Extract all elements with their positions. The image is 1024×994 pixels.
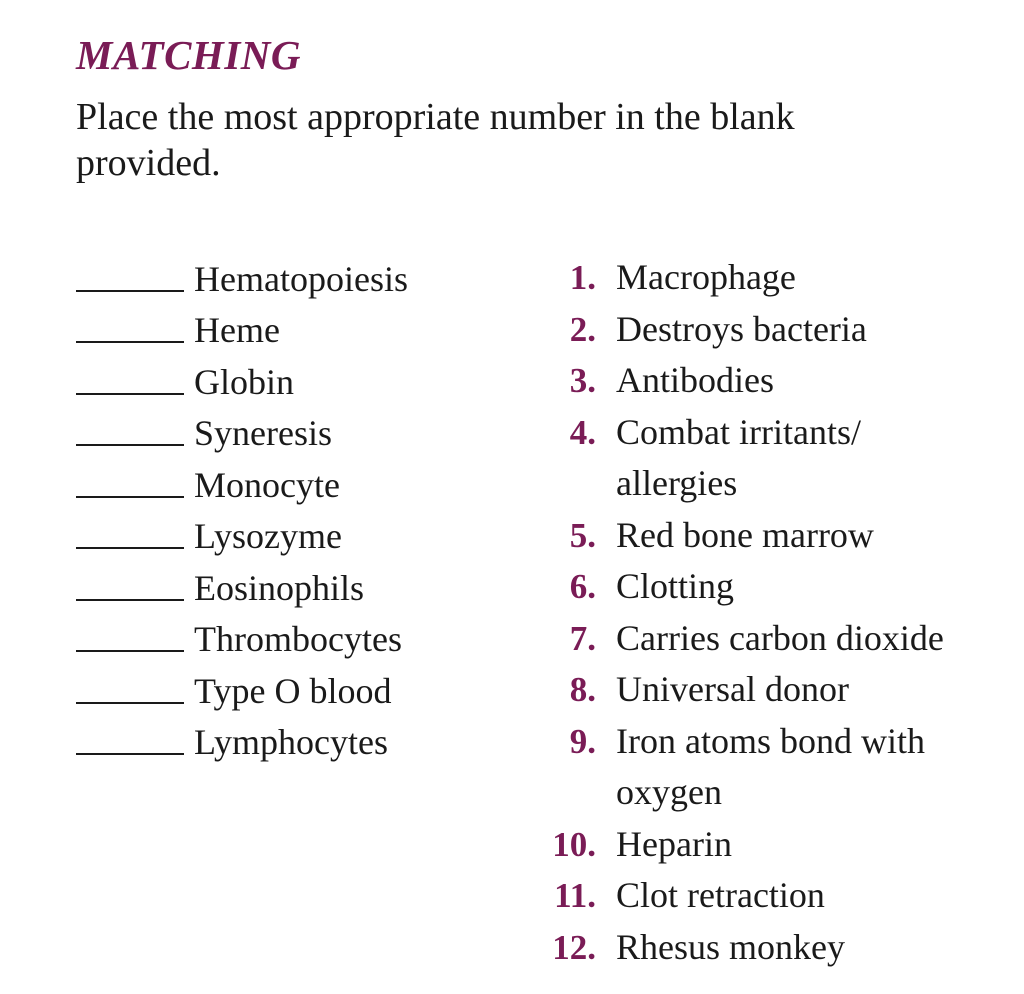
option-number: 12.	[552, 927, 596, 967]
answer-blank[interactable]	[76, 393, 184, 395]
term-row	[76, 407, 408, 459]
option-text: Clot retraction	[616, 875, 825, 915]
option-item	[540, 252, 1016, 304]
answer-blank[interactable]	[76, 702, 184, 704]
option-number: 10.	[552, 824, 596, 864]
term-label: Lysozyme	[194, 516, 342, 556]
term-row	[76, 716, 408, 768]
section-heading: MATCHING	[76, 32, 301, 78]
option-text: Heparin	[616, 823, 732, 864]
option-number: 3.	[569, 361, 596, 400]
term-row	[76, 613, 408, 665]
option-item	[540, 355, 1016, 407]
option-number: 8.	[569, 670, 596, 709]
term-label: Monocyte	[194, 464, 340, 505]
option-number: 1.	[569, 258, 596, 297]
term-row	[76, 304, 408, 356]
option-number: 9.	[569, 721, 596, 761]
term-row	[76, 355, 408, 407]
term-label: Globin	[194, 361, 295, 402]
option-number: 7.	[569, 618, 596, 658]
term-label: Eosinophils	[194, 567, 365, 608]
option-number: 5.	[569, 515, 596, 555]
option-item	[540, 870, 1016, 922]
answer-blank[interactable]	[76, 290, 184, 292]
option-item	[540, 819, 1016, 871]
option-number: 2.	[569, 309, 596, 349]
term-label: Heme	[194, 310, 280, 350]
option-number: 4.	[569, 412, 596, 452]
instructions-text: Place the most appropriate number in the blank provided.	[76, 96, 795, 184]
option-text: Macrophage	[616, 257, 796, 297]
answer-blank[interactable]	[76, 496, 184, 498]
term-row	[76, 561, 408, 613]
options-list	[540, 252, 1016, 973]
terms-list	[76, 252, 408, 767]
option-item	[540, 664, 1016, 716]
answer-blank[interactable]	[76, 650, 184, 652]
term-row	[76, 664, 408, 716]
term-row	[76, 510, 408, 562]
answer-blank[interactable]	[76, 444, 184, 446]
option-text: Clotting	[616, 566, 735, 606]
answer-blank[interactable]	[76, 599, 184, 601]
answer-blank[interactable]	[76, 547, 184, 549]
option-text: Carries carbon dioxide	[616, 617, 944, 658]
option-text: Red bone marrow	[616, 514, 874, 555]
term-label: Hematopoiesis	[194, 258, 408, 299]
term-label: Syneresis	[194, 413, 332, 453]
option-number: 11.	[554, 876, 596, 915]
term-label: Type O blood	[194, 670, 392, 711]
option-item	[540, 561, 1016, 613]
option-text: Destroys bacteria	[616, 308, 867, 349]
option-text: Combat irritants/ allergies	[616, 411, 861, 503]
option-item	[540, 922, 1016, 974]
option-number: 6.	[569, 567, 596, 606]
answer-blank[interactable]	[76, 341, 184, 343]
option-text: Universal donor	[616, 669, 849, 709]
term-row	[76, 252, 408, 304]
option-item	[540, 510, 1016, 562]
option-item	[540, 613, 1016, 665]
option-text: Iron atoms bond with oxygen	[616, 720, 925, 812]
term-label: Thrombocytes	[194, 619, 402, 659]
term-label: Lymphocytes	[194, 722, 388, 762]
option-item	[540, 716, 1016, 819]
option-item	[540, 407, 1016, 510]
term-row	[76, 458, 408, 510]
option-text: Rhesus monkey	[616, 926, 845, 967]
option-item	[540, 304, 1016, 356]
option-text: Antibodies	[616, 360, 774, 400]
answer-blank[interactable]	[76, 753, 184, 755]
